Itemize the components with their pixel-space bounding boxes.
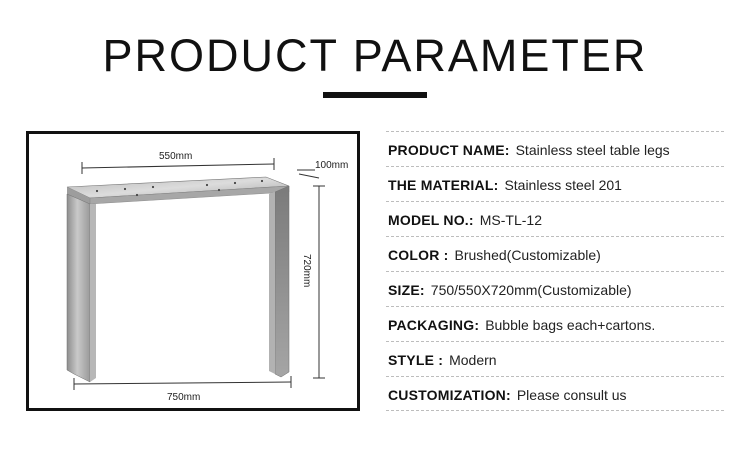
- table-leg-drawing: [29, 134, 357, 408]
- param-label: CUSTOMIZATION:: [388, 386, 511, 403]
- param-value: MS-TL-12: [479, 211, 542, 228]
- param-value: Stainless steel table legs: [515, 141, 670, 158]
- param-label: THE MATERIAL:: [388, 176, 499, 193]
- param-row-style: [386, 341, 724, 376]
- param-row-product-name: [386, 131, 724, 166]
- param-row-customization: [386, 376, 724, 411]
- bottom-dimension: [74, 376, 291, 390]
- parameter-list: [386, 131, 724, 411]
- param-label: COLOR :: [388, 246, 449, 263]
- param-label: PRODUCT NAME:: [388, 141, 510, 158]
- param-label: SIZE:: [388, 281, 425, 298]
- page-title: PRODUCT PARAMETER: [102, 30, 648, 81]
- bottom-label: 750mm: [167, 392, 201, 403]
- param-row-size: [386, 271, 724, 306]
- width-label: 550mm: [159, 151, 193, 162]
- depth-dimension: [297, 170, 319, 178]
- param-value: 750/550X720mm(Customizable): [430, 281, 632, 298]
- param-row-model-no: [386, 201, 724, 236]
- param-row-material: [386, 166, 724, 201]
- param-label: STYLE :: [388, 351, 444, 368]
- param-value: Brushed(Customizable): [454, 246, 601, 263]
- param-row-color: [386, 236, 724, 271]
- height-dimension: [313, 186, 325, 378]
- param-label: PACKAGING:: [388, 316, 480, 333]
- title-underline: [323, 92, 427, 98]
- param-label: MODEL NO.:: [388, 211, 474, 228]
- param-value: Bubble bags each+cartons.: [485, 316, 656, 333]
- param-row-packaging: [386, 306, 724, 341]
- param-value: Modern: [449, 351, 497, 368]
- param-value: Stainless steel 201: [504, 176, 622, 193]
- param-value: Please consult us: [516, 386, 627, 403]
- table-leg-illustration: [67, 177, 289, 382]
- depth-label: 100mm: [315, 160, 349, 171]
- product-drawing-frame: [26, 131, 360, 411]
- height-label: 720mm: [301, 254, 312, 288]
